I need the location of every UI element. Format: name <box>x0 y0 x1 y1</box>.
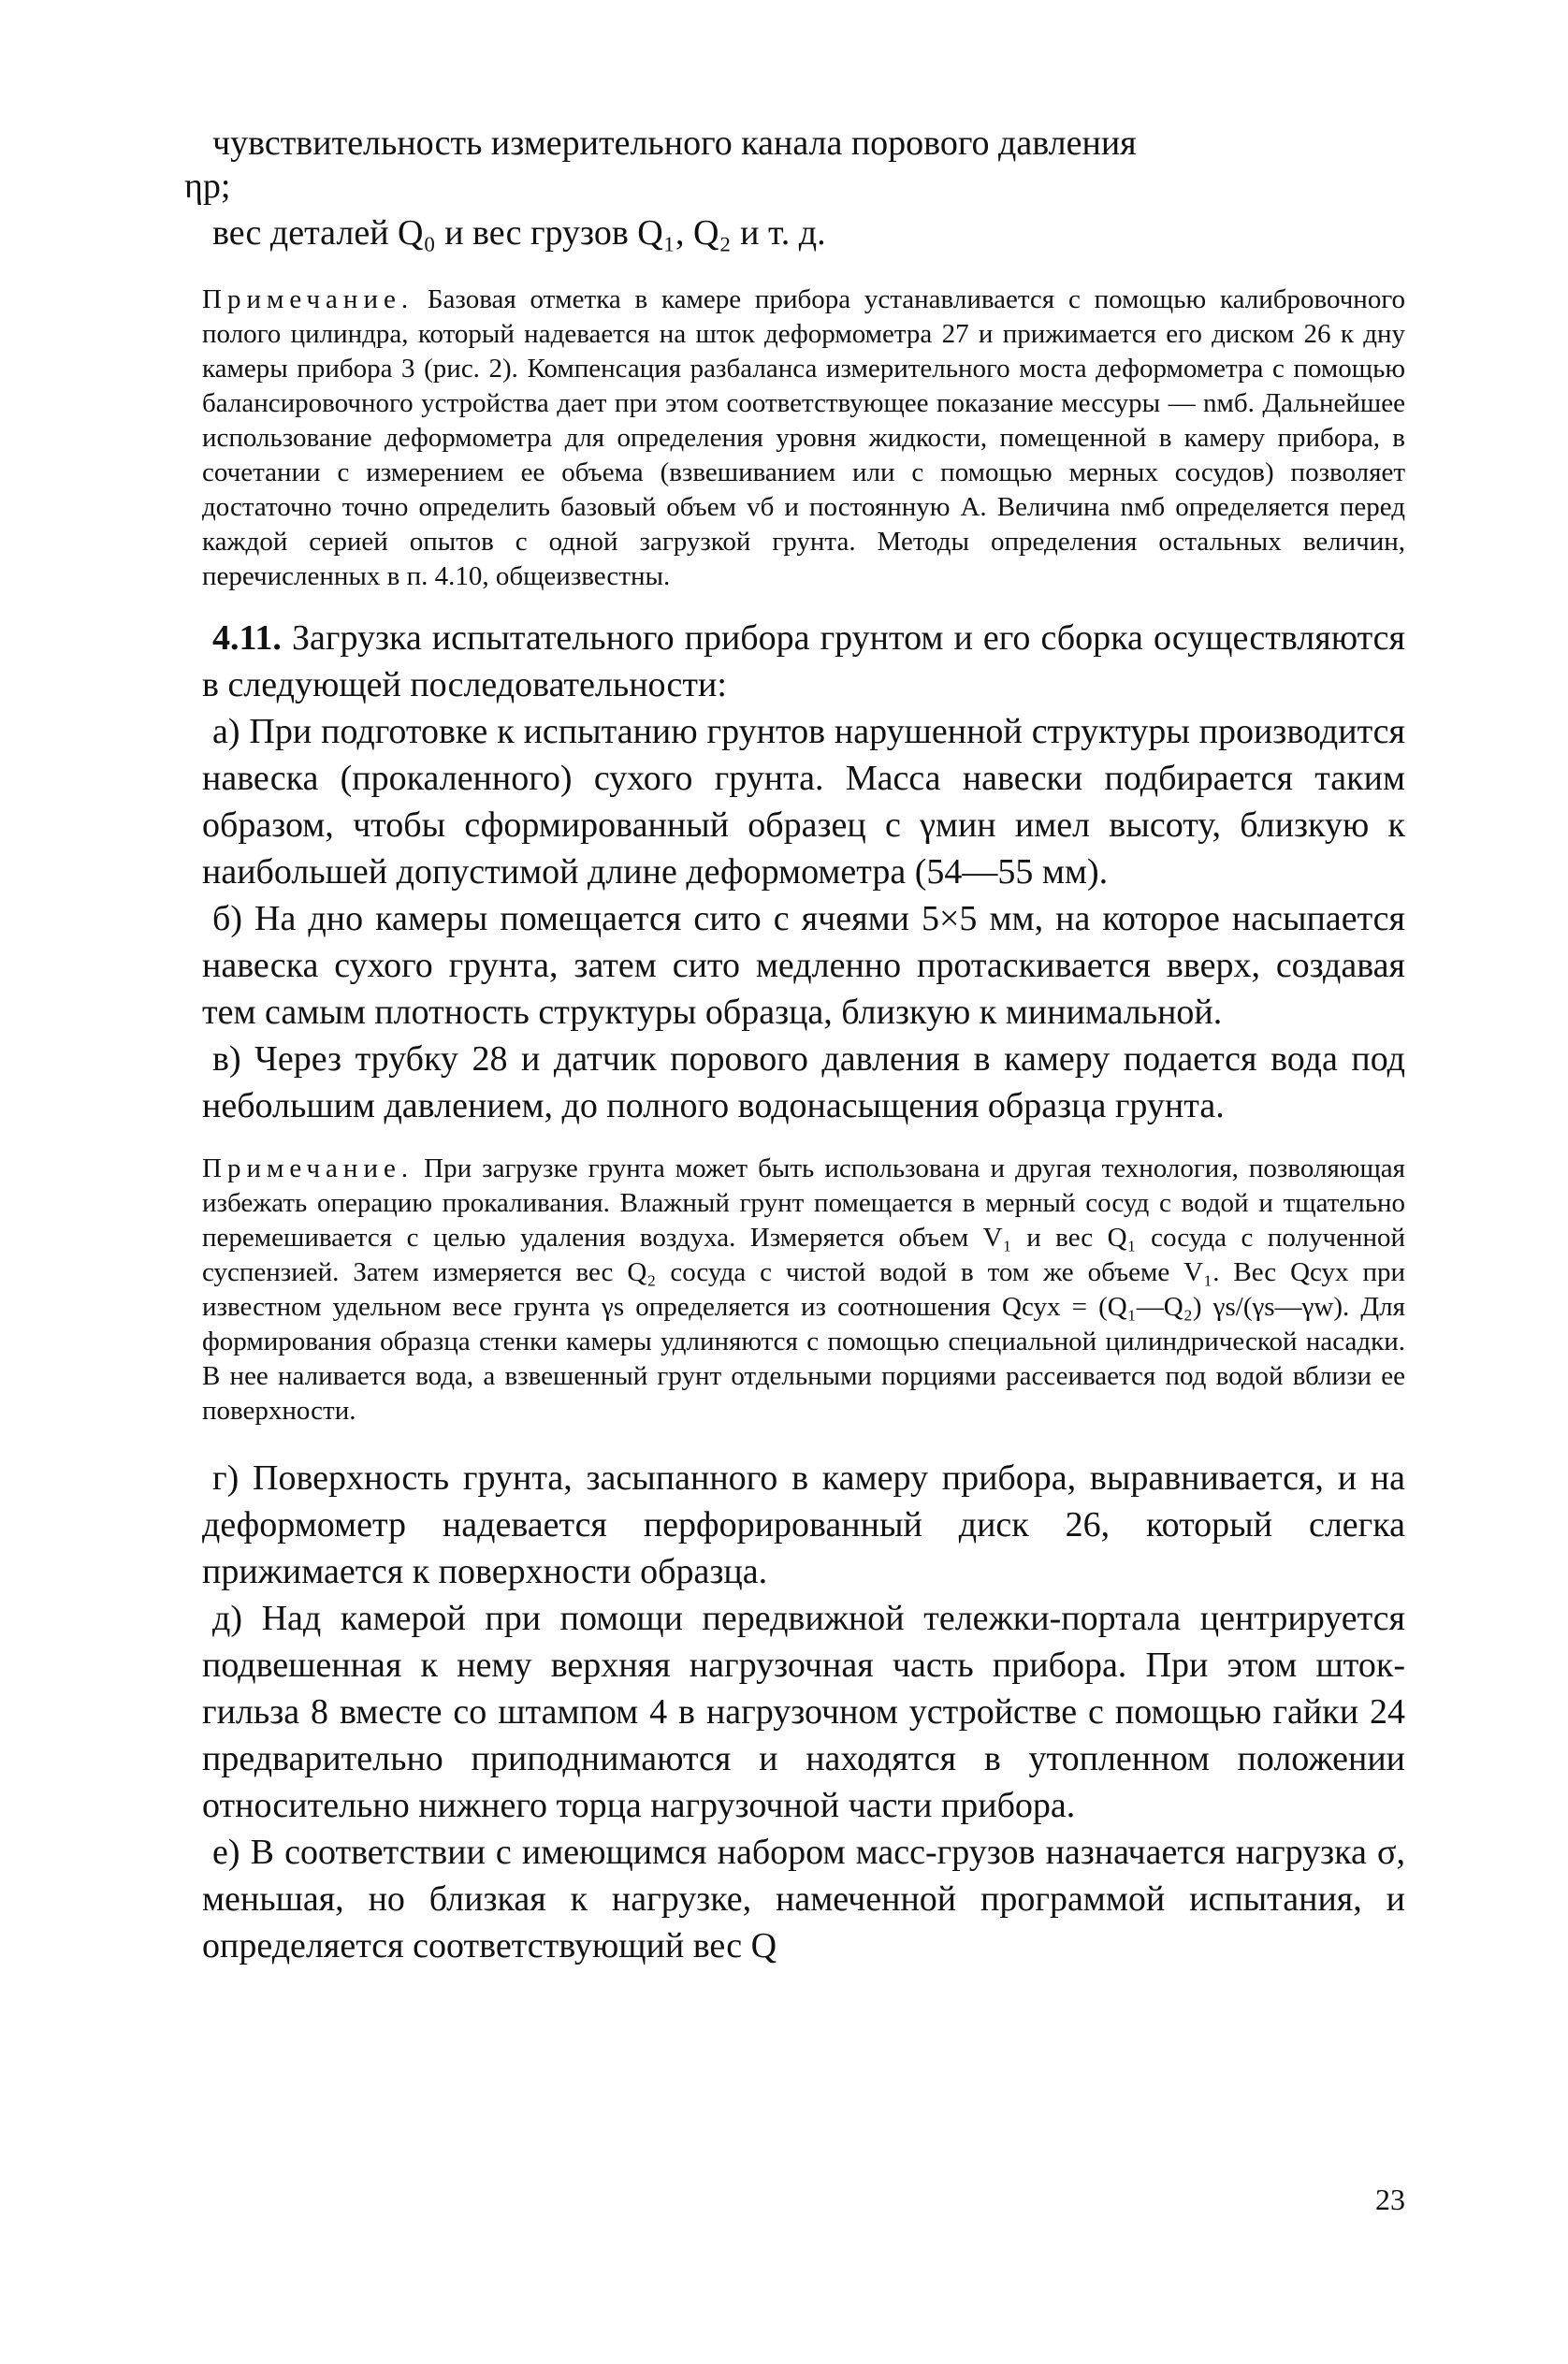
intro-line-2: вес деталей Q₀ и вес грузов Q₁, Q₂ и т. д. <box>212 213 826 253</box>
item-b: б) На дно камеры помещается сито с ячеями 5×5 мм, на которое насыпается навеска сухого грунта, затем сито медленно протаскивается вверх, создавая тем самым плотность структуры образца, близкую к минимальной. <box>202 899 1405 1032</box>
item-a: а) При подготовке к испытанию грунтов нарушенной структуры производится навеска (прокаленного) сухого грунта. Масса навески подбирается таким образом, чтобы сформированный образец с γмин имел высоту, близкую к наибольшей допустимой длине деформометра (54—55 мм). <box>202 712 1405 892</box>
section-number: 4.11. <box>212 618 282 658</box>
note-1 <box>202 283 1405 594</box>
item-v: в) Через трубку 28 и датчик порового давления в камеру подается вода под небольшим давлением, до полного водонасыщения образца грунта. <box>202 1039 1405 1125</box>
intro-line-1 <box>184 120 1405 210</box>
page-body <box>184 120 1406 1969</box>
intro-text-1: чувствительность измерительного канала порового давления <box>212 123 1137 163</box>
note-2 <box>202 1152 1405 1429</box>
item-g: г) Поверхность грунта, засыпанного в камеру прибора, выравнивается, и на деформометр надевается перфорированный диск 26, который слегка прижимается к поверхности образца. <box>202 1458 1405 1591</box>
note-2-text: При загрузке грунта может быть использована и другая технология, позволяющая избежать операцию прокаливания. Влажный грунт помещается в мерный сосуд с водой и тщательно перемешивается с целью удаления воздуха. Измеряется объем V₁ и вес Q₁ сосуда с полученной суспензией. Затем измеряется вес Q₂ сосуда с чистой водой в том же объеме V₁. Вес Qсух при известном удельном весе грунта γs определяется из соотношения Qсух = (Q₁—Q₂) γs/(γs—γw). Для формирования образца стенки камеры удлиняются с помощью специальной цилиндрической насадки. В нее наливается вода, а взвешенный грунт отдельными порциями рассеивается под водой вблизи ее поверхности. <box>202 1153 1406 1426</box>
item-e: е) В соответствии с имеющимся набором масс-грузов назначается нагрузка σ, меньшая, но близкая к нагрузке, намеченной программой испытания, и определяется соответствующий вес Q <box>202 1833 1405 1965</box>
item-d: д) Над камерой при помощи передвижной тележки-портала центрируется подвешенная к нему верхняя нагрузочная часть прибора. При этом шток-гильза 8 вместе со штампом 4 в нагрузочном устройстве с помощью гайки 24 предварительно приподнимаются и находятся в утопленном положении относительно нижнего торца нагрузочной части прибора. <box>202 1599 1405 1825</box>
section-text: Загрузка испытательного прибора грунтом и его сборка осуществляются в следующей последовательности: <box>202 618 1406 704</box>
eta-symbol: ηр; <box>184 167 231 206</box>
page-number: 23 <box>1375 2183 1405 2216</box>
note-2-label: Примечание. <box>202 1153 414 1183</box>
note-1-label: Примечание. <box>202 284 414 314</box>
section-4-11 <box>202 615 1405 708</box>
note-1-text: Базовая отметка в камере прибора устанавливается с помощью калибровочного полого цилиндра, который надевается на шток деформометра 27 и прижимается его диском 26 к дну камеры прибора 3 (рис. 2). Компенсация разбаланса измерительного моста деформометра с помощью балансировочного устройства дает при этом соответствующее показание мессуры — nмб. Дальнейшее использование деформометра для определения уровня жидкости, помещенной в камеру прибора, в сочетании с измерением ее объема (взвешиванием или с помощью мерных сосудов) позволяет достаточно точно определить базовый объем vб и постоянную A. Величина nмб определяется перед каждой серией опытов с одной загрузкой грунта. Методы определения остальных величин, перечисленных в п. 4.10, общеизвестны. <box>202 284 1405 591</box>
